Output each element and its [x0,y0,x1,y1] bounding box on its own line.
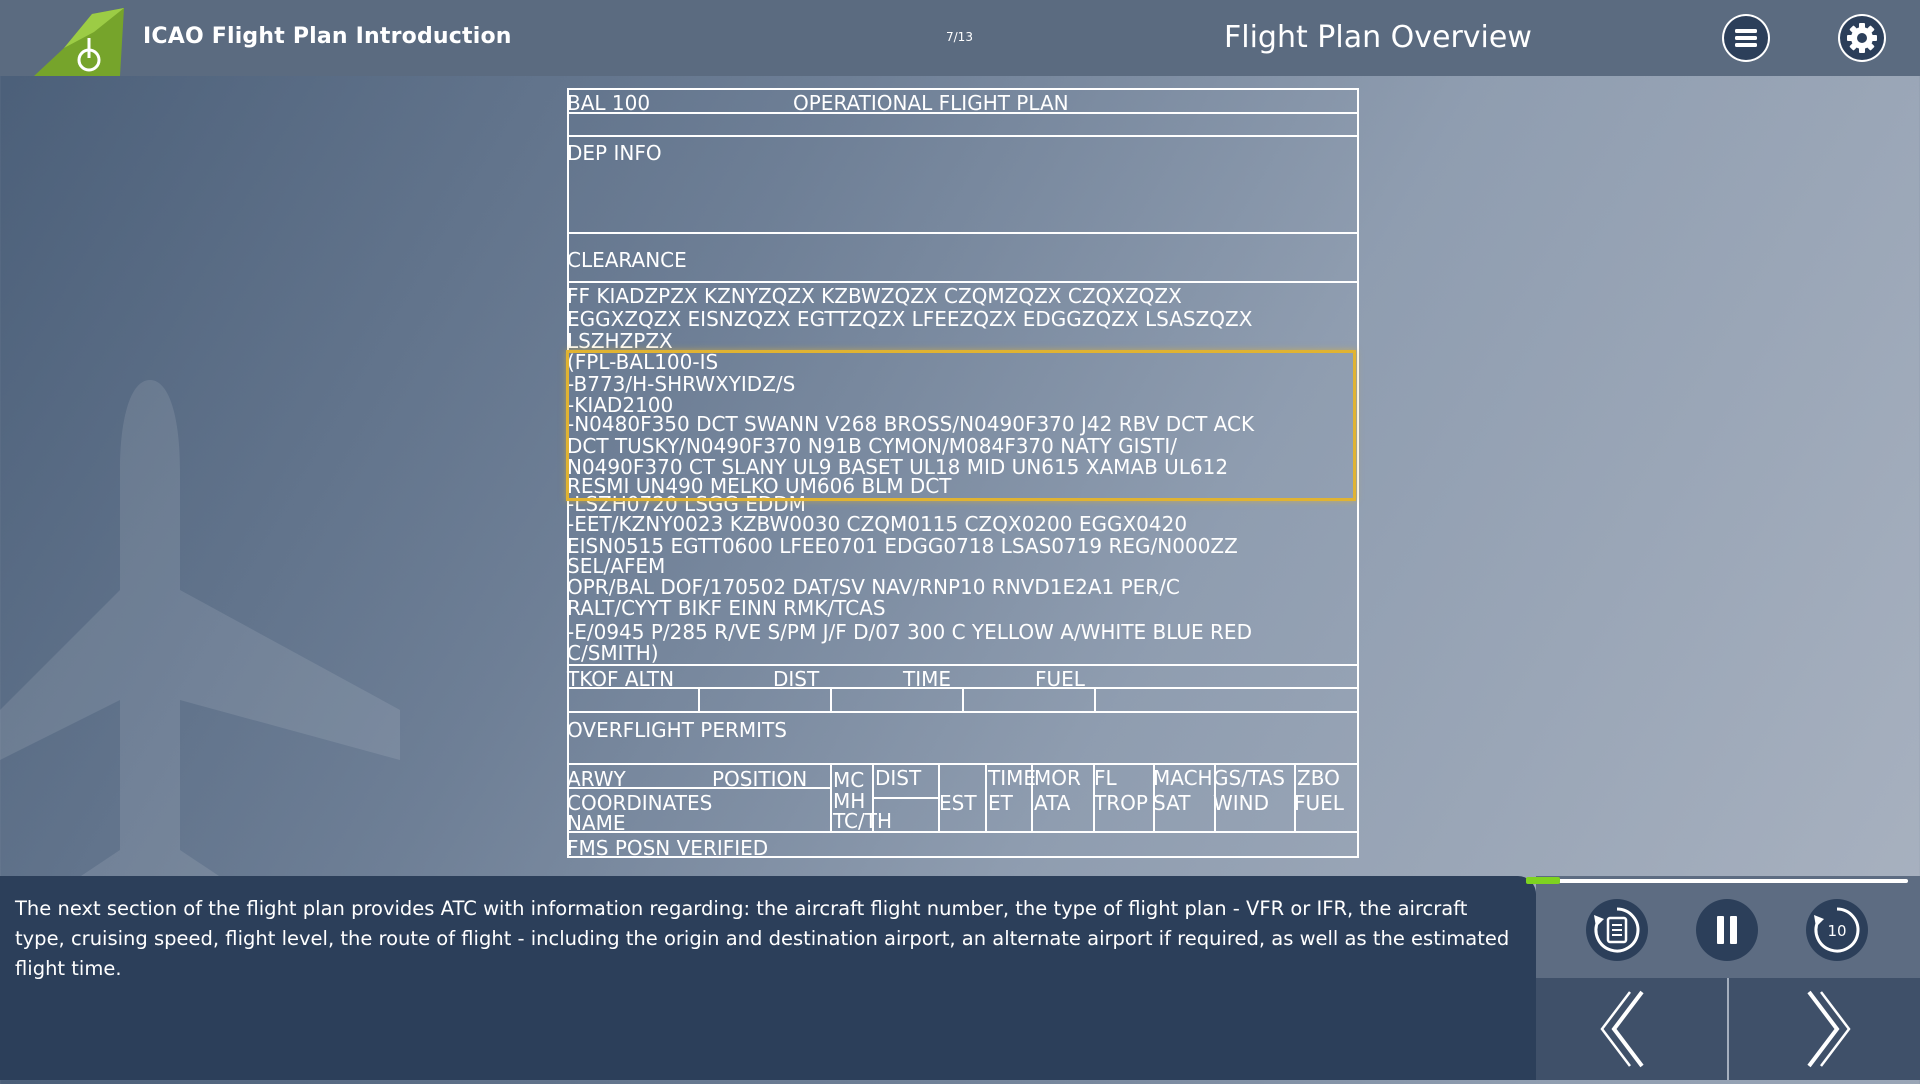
page-title: Flight Plan Overview [1224,20,1532,55]
chevron-left-icon [1536,978,1727,1080]
pause-icon [1696,899,1758,961]
top-bar [0,0,1920,76]
menu-button[interactable] [1722,14,1770,62]
fpl-line: -KIAD2100 [567,393,674,417]
page-indicator: 7/13 [946,30,973,44]
hamburger-menu-icon [1722,14,1770,62]
fpl-line: OPR/BAL DOF/170502 DAT/SV NAV/RNP10 RNVD1E2A1 PER/C [567,575,1180,599]
nav-log-et: ET [988,791,1013,815]
fp-tkof-altn: TKOF ALTN [567,667,675,691]
nav-log-fl: FL [1094,766,1117,790]
svg-text:10: 10 [1827,922,1847,940]
nav-log-fuel: FUEL [1294,791,1344,815]
fp-doc-title: OPERATIONAL FLIGHT PLAN [793,91,1069,115]
fpl-line: C/SMITH) [567,641,659,665]
fp-address-line: LSZHZPZX [567,329,673,353]
background-plane-silhouette [0,380,400,900]
fp-dist: DIST [773,667,820,691]
settings-button[interactable] [1838,14,1886,62]
nav-log-coordinates: COORDINATES [567,791,713,815]
fpl-line: DCT TUSKY/N0490F370 N91B CYMON/M084F370 NATY GISTI/ [567,434,1178,458]
fpl-line: (FPL-BAL100-IS [567,350,719,374]
app-title: ICAO Flight Plan Introduction [143,24,512,49]
fp-overflight-permits: OVERFLIGHT PERMITS [567,718,787,742]
transcript-refresh-icon [1586,899,1648,961]
fp-fms-posn-verified: FMS POSN VERIFIED [567,836,769,860]
fp-address-line: FF KIADZPZX KZNYZQZX KZBWZQZX CZQMZQZX CZQXZQZX [567,284,1182,308]
nav-log-mach: MACH [1153,766,1213,790]
fpl-line: RESMI UN490 MELKO UM606 BLM DCT [567,474,952,498]
fp-time: TIME [903,667,952,691]
fp-dep-info: DEP INFO [567,141,662,165]
nav-log-arwy: ARWY [567,767,626,791]
fpl-line: -B773/H-SHRWXYIDZ/S [567,372,796,396]
nav-log-position: POSITION [712,767,808,791]
narration-text: The next section of the flight plan provides ATC with information regarding: the aircraft flight number, the type of flight plan - VFR or IFR, the aircraft type, cruising speed, flight level, the route of flight - including the origin and destination airport, an alternate airport if required, as well as the estimated flight time. [15,897,1510,980]
transcript-button[interactable] [1586,899,1648,961]
fpl-line: -N0480F350 DCT SWANN V268 BROSS/N0490F370 J42 RBV DCT ACK [567,412,1255,436]
fpl-highlight-box [566,350,1356,501]
fpl-line: -LSZH0720 LSGG EDDM [567,492,806,516]
fp-address-line: EGGXZQZX EISNZQZX EGTTZQZX LFEEZQZX EDGGZQZX LSASZQZX [567,307,1253,331]
fpl-line: RALT/CYYT BIKF EINN RMK/TCAS [567,596,886,620]
fpl-line: -E/0945 P/285 R/VE S/PM J/F D/07 300 C YELLOW A/WHITE BLUE RED [567,620,1252,644]
narration-panel [0,876,1536,1080]
nav-log-name: NAME [567,811,626,835]
gear-icon [1838,14,1886,62]
nav-log-mh: MH [833,789,866,813]
replay-10-button[interactable] [1806,899,1868,961]
fpl-line: SEL/AFEM [567,554,666,578]
nav-log-zbo: ZBO [1297,766,1340,790]
nav-log-time: TIME [988,766,1037,790]
next-page-button[interactable] [1729,978,1920,1080]
nav-log-gs-tas: GS/TAS [1213,766,1285,790]
nav-log-tc-th: TC/TH [833,809,893,833]
nav-log-trop: TROP [1094,791,1148,815]
nav-log-sat: SAT [1153,791,1191,815]
fpl-line: -EET/KZNY0023 KZBW0030 CZQM0115 CZQX0200 EGGX0420 [567,512,1188,536]
nav-log-est: EST [939,791,977,815]
fp-clearance: CLEARANCE [567,248,687,272]
fpl-line: EISN0515 EGTT0600 LFEE0701 EDGG0718 LSAS0719 REG/N000ZZ [567,534,1238,558]
fpl-line: N0490F370 CT SLANY UL9 BASET UL18 MID UN615 XAMAB UL612 [567,455,1229,479]
nav-log-mc: MC [833,768,865,792]
progress-bar-fill [1526,877,1560,884]
progress-bar[interactable] [1526,879,1908,883]
replay-10-icon [1806,899,1868,961]
pause-button[interactable] [1696,899,1758,961]
nav-log-ata: ATA [1034,791,1071,815]
nav-log-dist: DIST [875,766,922,790]
fp-callsign: BAL 100 [567,91,651,115]
app-logo-tail-icon [34,8,126,76]
nav-log-mor: MOR [1034,766,1081,790]
nav-log-wind: WIND [1213,791,1270,815]
previous-page-button[interactable] [1536,978,1727,1080]
fp-fuel: FUEL [1035,667,1085,691]
chevron-right-icon [1729,978,1920,1080]
